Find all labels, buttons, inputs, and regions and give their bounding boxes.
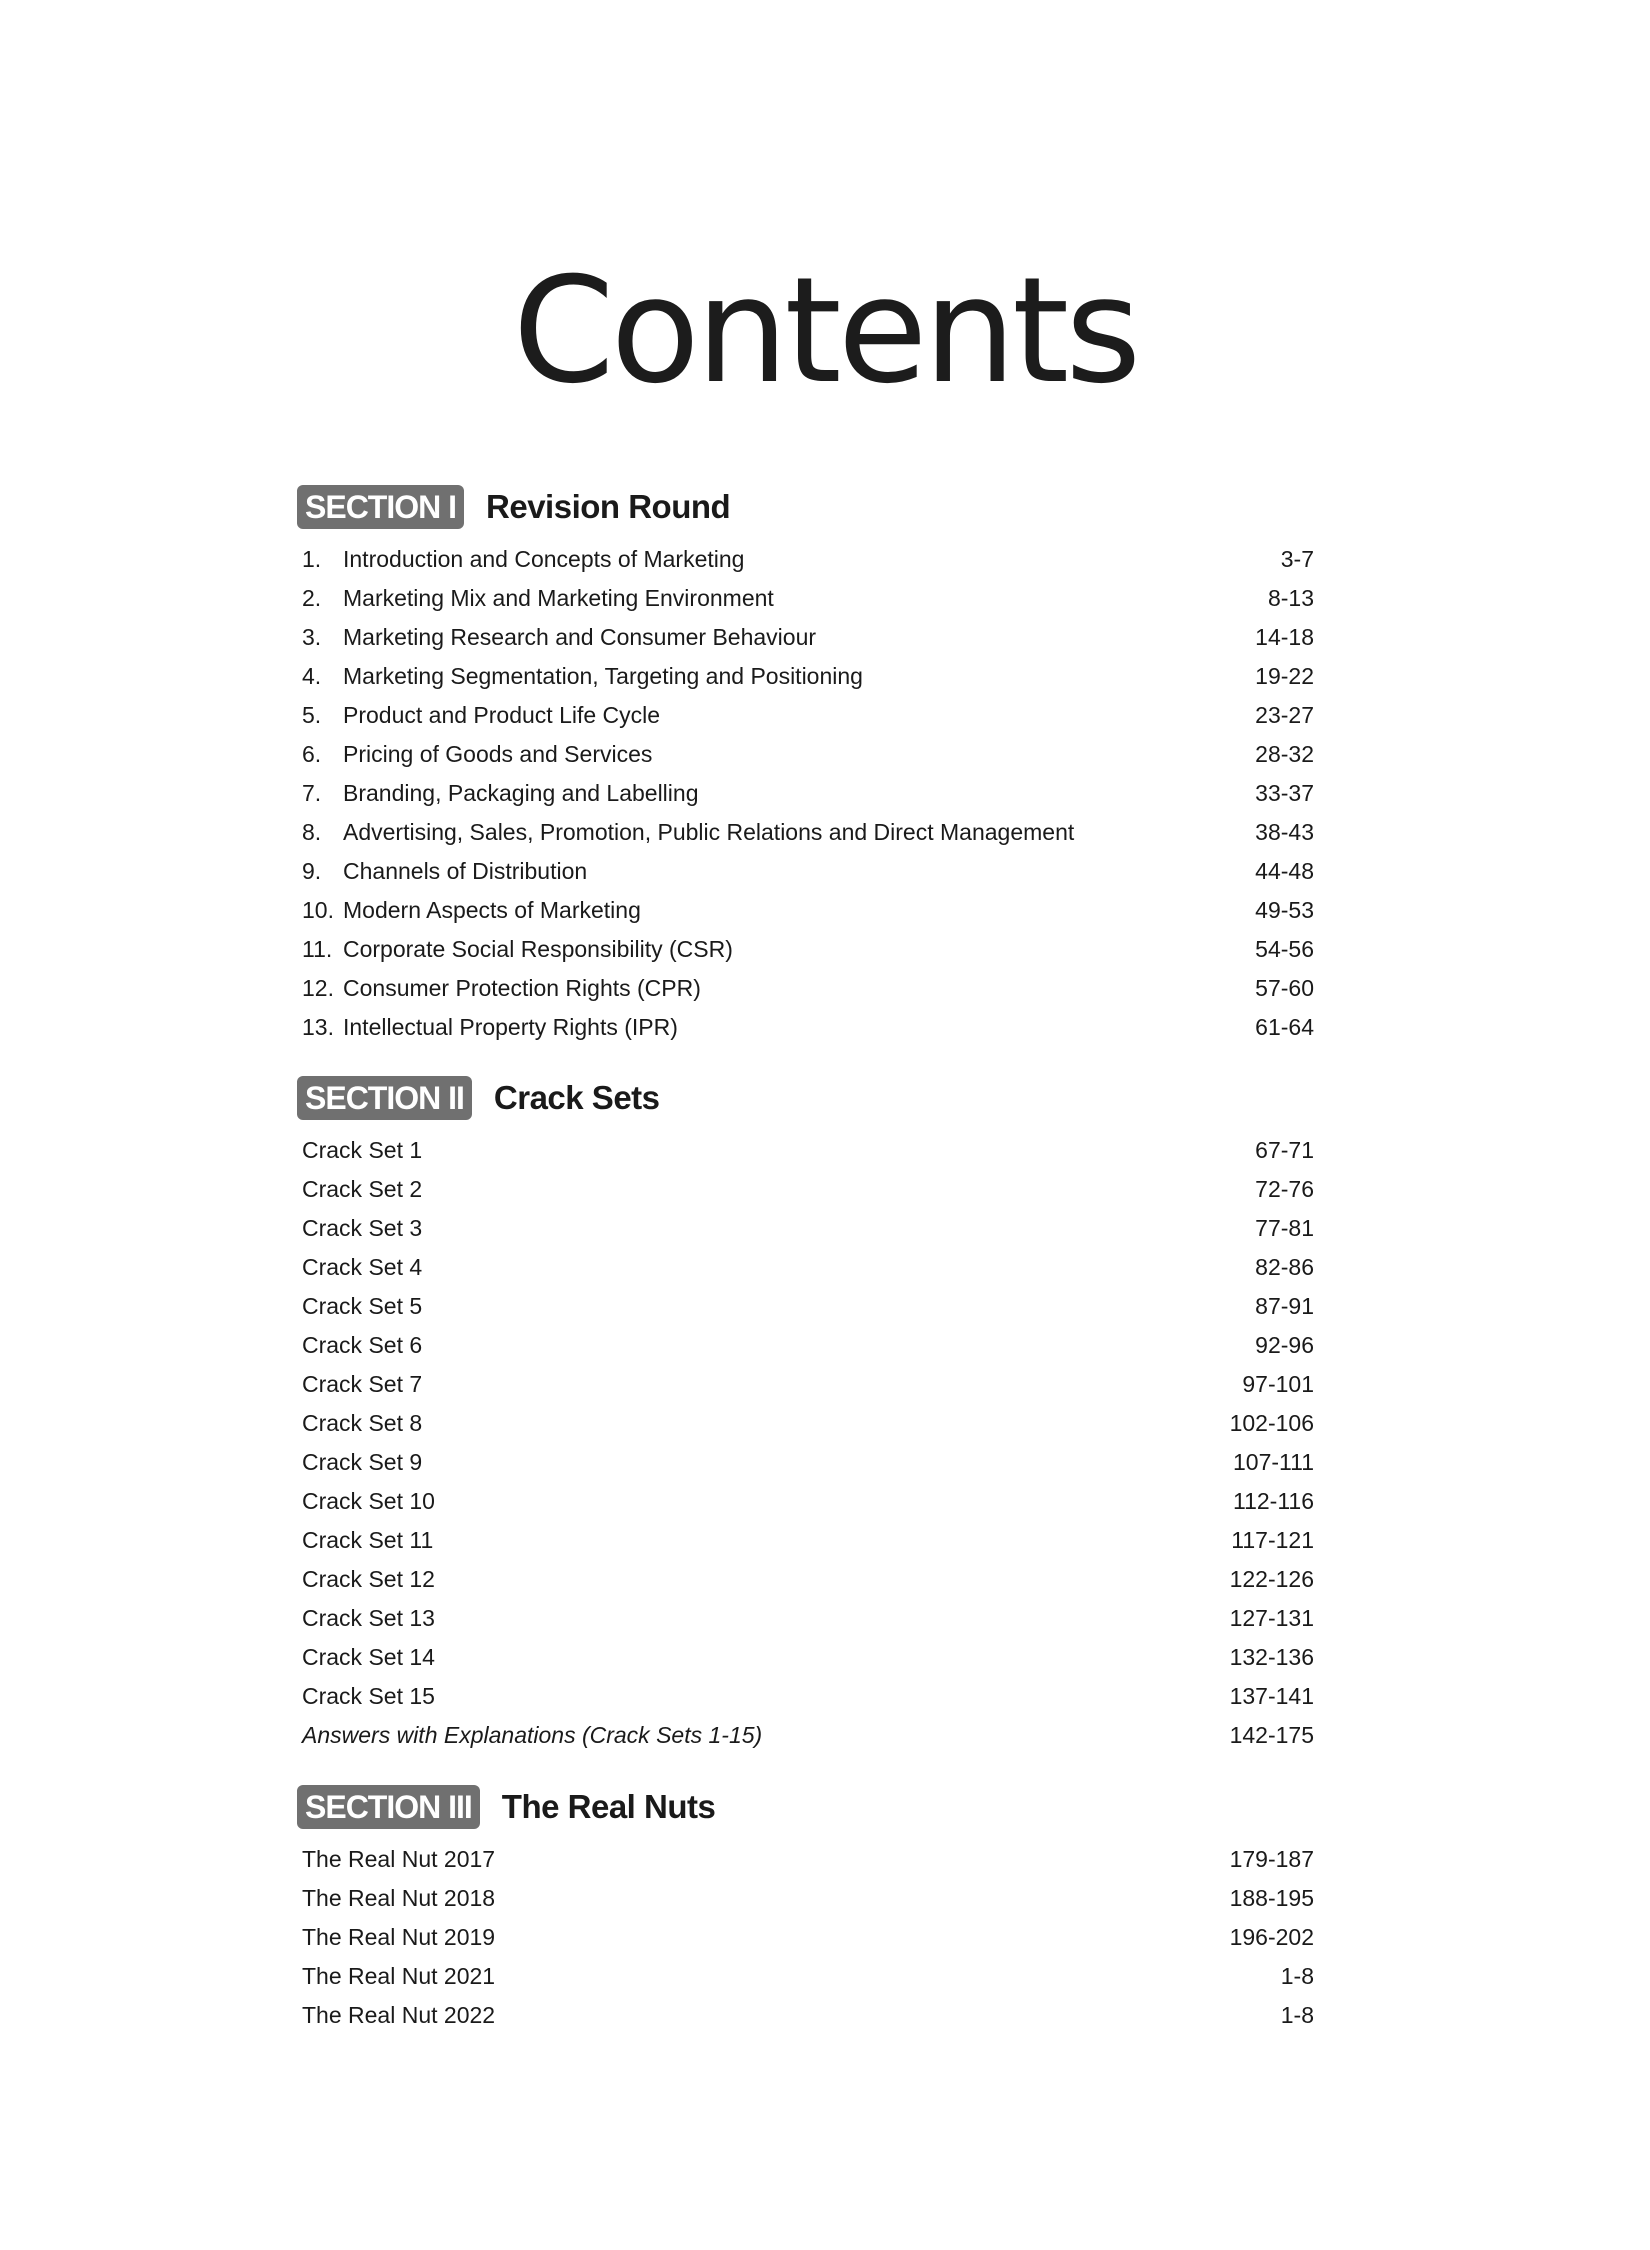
toc-entry-left bbox=[302, 1332, 422, 1359]
toc-entry bbox=[297, 540, 1317, 579]
toc-entry-title: Marketing Mix and Marketing Environment bbox=[343, 585, 774, 611]
toc-entry-title: Consumer Protection Rights (CPR) bbox=[343, 975, 701, 1001]
toc-entry-pages: 132-136 bbox=[1229, 1644, 1314, 1670]
toc-entry bbox=[297, 696, 1317, 735]
toc-entry bbox=[297, 1365, 1317, 1404]
section-title: The Real Nuts bbox=[501, 1788, 716, 1825]
section-header bbox=[297, 483, 1317, 531]
toc-entry-title: Advertising, Sales, Promotion, Public Relations and Direct Management bbox=[343, 819, 1075, 845]
section-badge: SECTION I bbox=[297, 485, 464, 529]
toc-entry bbox=[297, 1008, 1317, 1047]
toc-entry-left bbox=[302, 1566, 435, 1593]
toc-entry bbox=[297, 1560, 1317, 1599]
toc-entry-pages: 97-101 bbox=[1242, 1371, 1314, 1397]
toc-entry-pages: 107-111 bbox=[1233, 1449, 1314, 1475]
toc-entry-title: The Real Nut 2022 bbox=[302, 2002, 496, 2028]
toc-entry-left bbox=[302, 897, 641, 924]
toc-entry bbox=[297, 1677, 1317, 1716]
toc-entry-title: Crack Set 12 bbox=[302, 1566, 435, 1592]
toc-entry-pages: 112-116 bbox=[1233, 1488, 1314, 1514]
toc-entry bbox=[297, 1996, 1317, 2035]
toc-entry bbox=[297, 1638, 1317, 1677]
toc-entry-pages: 1-8 bbox=[1280, 2002, 1314, 2028]
toc-entry-title: Introduction and Concepts of Marketing bbox=[343, 546, 745, 572]
toc-entry-number: 8. bbox=[302, 819, 322, 845]
toc-entry bbox=[297, 1599, 1317, 1638]
toc-entry-pages: 33-37 bbox=[1255, 780, 1314, 806]
toc-entry bbox=[297, 891, 1317, 930]
section-real-nuts bbox=[297, 1783, 1317, 2035]
toc-entry bbox=[297, 1248, 1317, 1287]
toc-entry-title: Crack Set 10 bbox=[302, 1488, 435, 1514]
toc-entry-title: Crack Set 15 bbox=[302, 1683, 435, 1709]
toc-entry bbox=[297, 657, 1317, 696]
toc-entry-pages: 67-71 bbox=[1255, 1137, 1314, 1163]
toc-entry-number: 6. bbox=[302, 741, 322, 767]
entry-list bbox=[297, 1840, 1317, 2035]
toc-entry bbox=[297, 774, 1317, 813]
toc-entry-pages: 1-8 bbox=[1280, 1963, 1314, 1989]
toc-entry-left bbox=[302, 1410, 422, 1437]
toc-entry-title: Crack Set 7 bbox=[302, 1371, 423, 1397]
toc-entry-pages: 38-43 bbox=[1255, 819, 1314, 845]
toc-entry-pages: 142-175 bbox=[1229, 1722, 1314, 1748]
toc-entry-title: Crack Set 1 bbox=[302, 1137, 423, 1163]
toc-entry-title: Crack Set 2 bbox=[302, 1176, 423, 1202]
toc-entry-left bbox=[302, 546, 744, 573]
toc-entry-pages: 127-131 bbox=[1229, 1605, 1314, 1631]
toc-entry-title: Crack Set 13 bbox=[302, 1605, 435, 1631]
toc-entry-left bbox=[302, 741, 652, 768]
toc-entry-pages: 179-187 bbox=[1229, 1846, 1314, 1872]
toc-entry-left bbox=[302, 1014, 678, 1041]
toc-entry-title: Crack Set 6 bbox=[302, 1332, 423, 1358]
toc-entry bbox=[297, 618, 1317, 657]
toc-entry-number: 1. bbox=[302, 546, 322, 572]
toc-entry bbox=[297, 1326, 1317, 1365]
toc-entry bbox=[297, 1716, 1317, 1755]
toc-entry-title: Crack Set 11 bbox=[302, 1527, 434, 1553]
toc-entry-pages: 92-96 bbox=[1255, 1332, 1314, 1358]
section-title: Revision Round bbox=[486, 488, 731, 525]
toc-entry-left bbox=[302, 1527, 433, 1554]
toc-entry bbox=[297, 1287, 1317, 1326]
toc-entry-title: The Real Nut 2021 bbox=[302, 1963, 496, 1989]
toc-entry bbox=[297, 1918, 1317, 1957]
toc-entry-title: Branding, Packaging and Labelling bbox=[343, 780, 699, 806]
page-title: Contents bbox=[512, 246, 1138, 416]
toc-entry bbox=[297, 1879, 1317, 1918]
toc-entry-left bbox=[302, 1722, 762, 1749]
toc-entry-pages: 87-91 bbox=[1255, 1293, 1314, 1319]
toc-entry bbox=[297, 1957, 1317, 1996]
toc-entry-left bbox=[302, 1176, 422, 1203]
toc-entry-pages: 57-60 bbox=[1255, 975, 1314, 1001]
toc-entry-pages: 102-106 bbox=[1229, 1410, 1314, 1436]
toc-entry-left bbox=[302, 1215, 422, 1242]
section-badge: SECTION II bbox=[297, 1076, 472, 1120]
toc-entry-left bbox=[302, 1293, 422, 1320]
toc-entry bbox=[297, 852, 1317, 891]
toc-entry-left bbox=[302, 1254, 422, 1281]
toc-entry-left bbox=[302, 1449, 422, 1476]
toc-entry-title: Marketing Research and Consumer Behaviour bbox=[343, 624, 817, 650]
toc-entry-left bbox=[302, 585, 774, 612]
toc-entry-pages: 61-64 bbox=[1255, 1014, 1314, 1040]
toc-entry bbox=[297, 1840, 1317, 1879]
toc-entry-pages: 122-126 bbox=[1229, 1566, 1314, 1592]
toc-entry-title: Pricing of Goods and Services bbox=[343, 741, 653, 767]
toc-entry-title: Channels of Distribution bbox=[343, 858, 588, 884]
toc-entry-number: 9. bbox=[302, 858, 322, 884]
toc-entry-title: Modern Aspects of Marketing bbox=[343, 897, 641, 923]
toc-entry-pages: 44-48 bbox=[1255, 858, 1314, 884]
toc-entry-left bbox=[302, 702, 660, 729]
toc-entry-left bbox=[302, 1846, 495, 1873]
toc-entry bbox=[297, 1209, 1317, 1248]
toc-entry-pages: 82-86 bbox=[1255, 1254, 1314, 1280]
section-badge: SECTION III bbox=[297, 1785, 480, 1829]
toc-entry-number: 11. bbox=[302, 936, 333, 962]
toc-entry-title: Intellectual Property Rights (IPR) bbox=[343, 1014, 678, 1040]
toc-entry-left bbox=[302, 1683, 435, 1710]
section-title: Crack Sets bbox=[493, 1079, 660, 1116]
section-revision-round bbox=[297, 483, 1317, 1047]
toc-entry-title: Marketing Segmentation, Targeting and Positioning bbox=[343, 663, 863, 689]
toc-entry-pages: 188-195 bbox=[1229, 1885, 1314, 1911]
toc-entry-number: 5. bbox=[302, 702, 322, 728]
toc-entry-left bbox=[302, 1137, 422, 1164]
toc-entry-left bbox=[302, 1488, 435, 1515]
toc-entry-title: Answers with Explanations (Crack Sets 1-15) bbox=[302, 1722, 763, 1748]
toc-entry-title: The Real Nut 2018 bbox=[302, 1885, 496, 1911]
entry-list bbox=[297, 1131, 1317, 1755]
toc-entry-left bbox=[302, 1963, 495, 1990]
toc-entry bbox=[297, 1131, 1317, 1170]
toc-entry-left bbox=[302, 936, 733, 963]
toc-entry-pages: 19-22 bbox=[1255, 663, 1314, 689]
toc-entry-left bbox=[302, 1924, 495, 1951]
toc-entry-pages: 23-27 bbox=[1255, 702, 1314, 728]
toc-entry bbox=[297, 1482, 1317, 1521]
toc-entry-number: 2. bbox=[302, 585, 322, 611]
toc-entry-left bbox=[302, 1644, 435, 1671]
toc-entry-number: 4. bbox=[302, 663, 322, 689]
toc-entry-number: 3. bbox=[302, 624, 322, 650]
toc-entry-pages: 28-32 bbox=[1255, 741, 1314, 767]
toc-entry bbox=[297, 930, 1317, 969]
toc-entry-pages: 54-56 bbox=[1255, 936, 1314, 962]
toc-entry-left bbox=[302, 858, 587, 885]
toc-entry-number: 7. bbox=[302, 780, 322, 806]
toc-entry-title: Product and Product Life Cycle bbox=[343, 702, 661, 728]
toc-entry-left bbox=[302, 1371, 422, 1398]
toc-entry bbox=[297, 1170, 1317, 1209]
toc-entry-left bbox=[302, 663, 863, 690]
toc-entry bbox=[297, 813, 1317, 852]
toc-entry-title: The Real Nut 2017 bbox=[302, 1846, 496, 1872]
toc-entry-title: Crack Set 9 bbox=[302, 1449, 423, 1475]
toc-entry-pages: 14-18 bbox=[1255, 624, 1314, 650]
entry-list bbox=[297, 540, 1317, 1047]
toc-entry-left bbox=[302, 780, 699, 807]
section-header bbox=[297, 1783, 1317, 1831]
toc-entry-left bbox=[302, 1605, 435, 1632]
toc-entry-pages: 72-76 bbox=[1255, 1176, 1314, 1202]
toc-entry-pages: 117-121 bbox=[1231, 1527, 1314, 1553]
toc-entry-number: 13. bbox=[302, 1014, 334, 1040]
section-header bbox=[297, 1074, 1317, 1122]
toc-entry-left bbox=[302, 624, 816, 651]
toc-entry-title: Crack Set 3 bbox=[302, 1215, 423, 1241]
toc-entry-pages: 3-7 bbox=[1280, 546, 1314, 572]
toc-entry-left bbox=[302, 975, 701, 1002]
toc-entry-title: Crack Set 5 bbox=[302, 1293, 423, 1319]
toc-entry bbox=[297, 969, 1317, 1008]
toc-entry-title: Corporate Social Responsibility (CSR) bbox=[343, 936, 733, 962]
toc-entry bbox=[297, 1443, 1317, 1482]
toc-entry-left bbox=[302, 1885, 495, 1912]
section-crack-sets bbox=[297, 1074, 1317, 1755]
toc-entry bbox=[297, 1404, 1317, 1443]
toc-entry-left bbox=[302, 819, 1074, 846]
toc-entry bbox=[297, 579, 1317, 618]
toc-entry-title: Crack Set 8 bbox=[302, 1410, 423, 1436]
toc-entry-number: 12. bbox=[302, 975, 334, 1001]
toc-entry-number: 10. bbox=[302, 897, 334, 923]
toc-entry bbox=[297, 1521, 1317, 1560]
toc-entry-left bbox=[302, 2002, 495, 2029]
toc-entry-pages: 196-202 bbox=[1229, 1924, 1314, 1950]
toc-entry bbox=[297, 735, 1317, 774]
toc-entry-title: Crack Set 4 bbox=[302, 1254, 423, 1280]
toc-entry-title: Crack Set 14 bbox=[302, 1644, 435, 1670]
toc-entry-pages: 77-81 bbox=[1255, 1215, 1314, 1241]
toc-entry-pages: 137-141 bbox=[1229, 1683, 1314, 1709]
toc-entry-pages: 49-53 bbox=[1255, 897, 1314, 923]
toc-entry-title: The Real Nut 2019 bbox=[302, 1924, 496, 1950]
toc-entry-pages: 8-13 bbox=[1267, 585, 1314, 611]
